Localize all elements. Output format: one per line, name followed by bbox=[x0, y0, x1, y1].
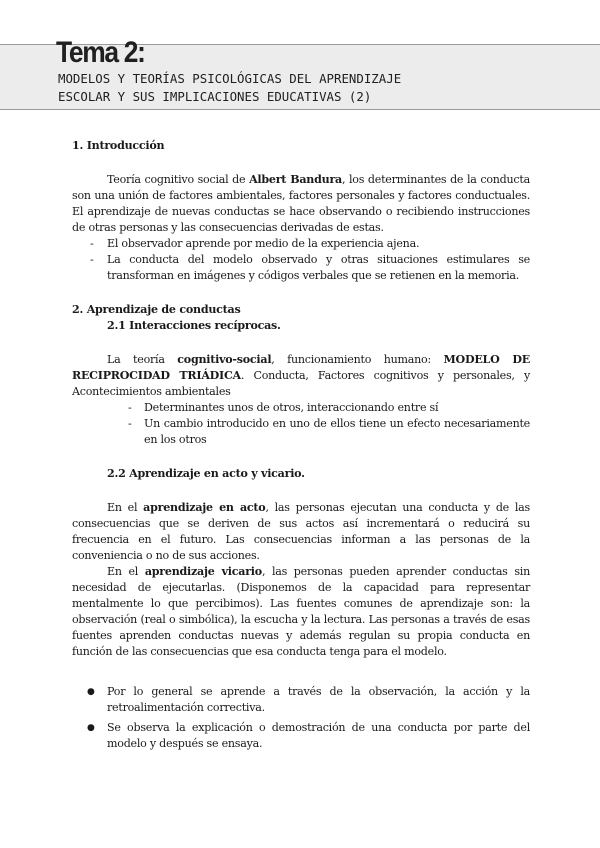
act-text-a: En el bbox=[107, 501, 144, 514]
subtitle-line-1: MODELOS Y TEORÍAS PSICOLÓGICAS DEL APRENDIZAJE bbox=[58, 71, 402, 86]
act-text-c: , las personas ejecutan una conducta y de las consecuencias que se deriven de sus actos así incrementará o reducirá su frecuencia en el futuro. Las consecuencias informan a las personas de la conveniencia o no de sus acciones. bbox=[72, 501, 530, 562]
intro-paragraph bbox=[72, 172, 530, 236]
reciprocal-term: cognitivo-social bbox=[177, 353, 272, 366]
vicarious-text-c: , las personas pueden aprender conductas sin necesidad de ejecutarlas. (Disponemos de la capacidad para representar mentalmente lo que percibimos). Las fuentes comunes de aprendizaje son: la observación (real o simbólica), la escucha y la lectura. Las personas a través de esas fuentes aprenden conductas nuevas y además regulan su propia conducta en función de las consecuencias que esa conducta tenga para el modelo. bbox=[72, 565, 531, 658]
list-item: ● Por lo general se aprende a través de la observación, la acción y la retroalimentación correctiva. bbox=[72, 684, 530, 716]
page-title: Tema 2: bbox=[56, 36, 145, 69]
intro-list bbox=[72, 236, 530, 284]
section-2-heading: 2. Aprendizaje de conductas bbox=[72, 303, 241, 316]
act-learning-paragraph bbox=[72, 500, 530, 564]
subsection-2-1-heading: 2.1 Interacciones recíprocas. bbox=[107, 319, 281, 332]
reciprocal-model: MODELO DE RECIPROCIDAD TRIÁDICA bbox=[72, 353, 530, 382]
reciprocal-text-c: , funcionamiento humano: bbox=[271, 353, 444, 366]
subsection-2-2-heading: 2.2 Aprendizaje en acto y vicario. bbox=[107, 467, 305, 480]
reciprocal-text-a: La teoría bbox=[107, 353, 178, 366]
list-item: - La conducta del modelo observado y otras situaciones estimulares se transforman en imágenes y códigos verbales que se retienen en la memoria. bbox=[72, 252, 530, 284]
reciprocal-paragraph bbox=[72, 352, 530, 400]
subtitle-line-2: ESCOLAR Y SUS IMPLICACIONES EDUCATIVAS (2) bbox=[58, 89, 372, 104]
summary-bullets bbox=[72, 684, 530, 752]
list-item: - Determinantes unos de otros, interaccionando entre sí bbox=[72, 400, 530, 416]
reciprocal-list bbox=[72, 400, 530, 448]
vicarious-term: aprendizaje vicario bbox=[144, 565, 262, 578]
list-item: - El observador aprende por medio de la experiencia ajena. bbox=[72, 236, 530, 252]
vicarious-text-a: En el bbox=[107, 565, 145, 578]
list-item: ● Se observa la explicación o demostración de una conducta por parte del modelo y después se ensaya. bbox=[72, 720, 530, 752]
intro-text-a: Teoría cognitivo social de bbox=[107, 173, 250, 186]
list-item: - Un cambio introducido en uno de ellos tiene un efecto necesariamente en los otros bbox=[72, 416, 530, 448]
reciprocal-text-e: . Conducta, Factores cognitivos y personales, y Acontecimientos ambientales bbox=[72, 369, 530, 398]
section-1-heading: 1. Introducción bbox=[72, 139, 165, 152]
intro-author: Albert Bandura bbox=[249, 173, 342, 186]
document-body bbox=[72, 138, 530, 756]
intro-text-c: , los determinantes de la conducta son una unión de factores ambientales, factores personales y factores conductuales. El aprendizaje de nuevas conductas se hace observando o recibiendo instrucciones de otras personas y las consecuencias derivadas de estas. bbox=[72, 173, 530, 234]
act-term: aprendizaje en acto bbox=[143, 501, 266, 514]
vicarious-learning-paragraph bbox=[72, 564, 530, 660]
